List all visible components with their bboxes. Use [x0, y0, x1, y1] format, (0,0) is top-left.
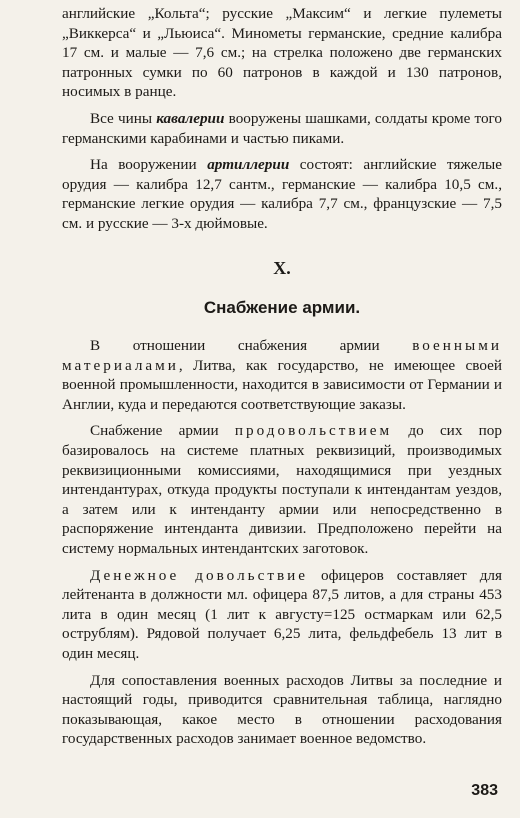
text-fragment: офицеров составляет для лейтенанта в должности мл. офицера 87,5 литов, а для страны 453 лита в один месяц (1 лит к августу=125 остмаркам или 62,5 острублям). Рядовой получает 6,25 лита, фельдфебель 13 лит в один месяц. — [62, 566, 502, 662]
text-fragment: состоят: английские тяжелые орудия — калибра 12,7 сантм., германские — калибра 10,5 см., германские легкие орудия — калибра 7,7 см., французские — 7,5 см. и русские — 3-х дюймовые. — [62, 156, 502, 232]
paragraph-provisions — [62, 421, 502, 558]
spaced-provisions: продовольствием — [234, 422, 393, 440]
bottom-text-block — [62, 336, 502, 749]
top-text-block — [62, 4, 502, 234]
text-fragment: На вооружении — [90, 156, 208, 174]
text-fragment: В отношении снабжения армии — [90, 337, 413, 354]
emphasis-artillery: артиллерии — [207, 156, 290, 174]
page-number: 383 — [471, 782, 498, 799]
emphasis-cavalry: кавалерии — [156, 109, 225, 127]
text-fragment: , Литва, как государство, не имеющее своей военной промышленности, находится в зависимости от Германии и Англии, куда и передаются соответствующие заказы. — [62, 356, 502, 413]
section-title: Снабжение армии. — [203, 298, 361, 317]
spaced-pay: Денежное довольствие — [90, 566, 308, 584]
spaced-materials: военными материалами — [62, 337, 502, 374]
text-fragment: Все чины — [90, 109, 157, 127]
text-fragment: до сих пор базировалось на системе платных реквизиций, производимых реквизиционными комиссиями, находящимися при уездных интендантурах, откуда продукты поступали к интендантам уездов, а затем или к интенданту армии или непосредственно в распоряжение интенданта дивизии. Предположено перейти на систему нормальных интендантских заготовок. — [62, 422, 502, 557]
text-fragment: вооружены шашками, солдаты кроме того германскими карабинами и частью пиками. — [62, 109, 502, 147]
paragraph-materials — [62, 336, 502, 414]
paragraph-pay — [62, 566, 502, 664]
section-number: X. — [273, 258, 291, 278]
paragraph-artillery — [62, 155, 502, 233]
paragraph-cavalry — [62, 109, 502, 148]
text-fragment: Снабжение армии — [90, 422, 235, 440]
paragraph-comparison: Для сопоставления военных расходов Литвы за последние и настоящий годы, приводится сравнительная таблица, наглядно показывающая, какое место в отношении расходования государственных расходов занимает военное ведомство. — [62, 671, 502, 748]
paragraph-weapons: английские „Кольта“; русские „Максим“ и легкие пулеметы „Виккерса“ и „Льюиса“. Минометы германские, средние калибра 17 см. и малые — 7,6 см.; на стрелка положено две германских патронных сумки по 60 патронов в каждой и 130 патронов, носимых в ранце. — [62, 5, 502, 101]
